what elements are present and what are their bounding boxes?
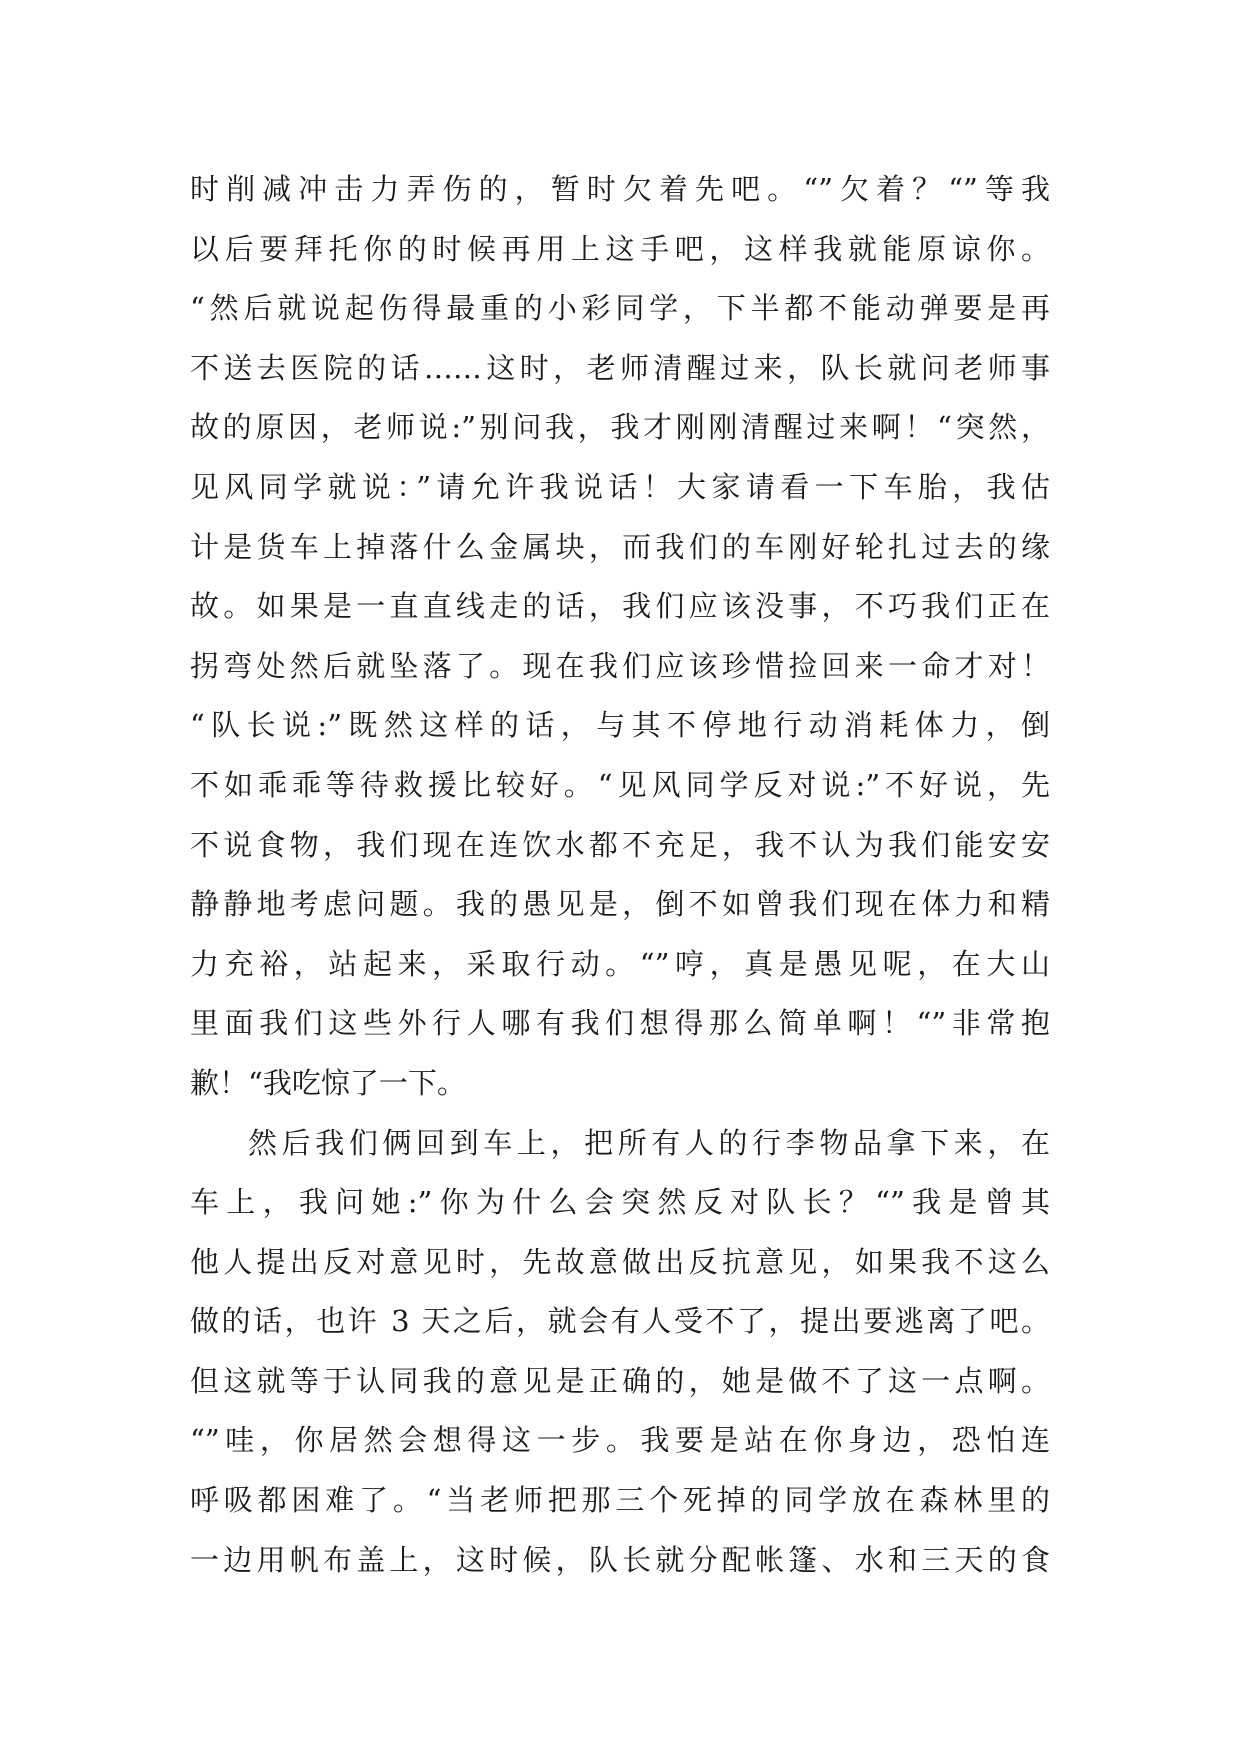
text-line: 故。如果是一直直线走的话，我们应该没事，不巧我们正在 <box>190 589 1050 624</box>
text-line: 他人提出反对意见时，先故意做出反抗意见，如果我不这么 <box>190 1244 1050 1279</box>
text-line: 不如乖乖等待救援比较好。“见风同学反对说:”不好说，先 <box>190 767 1050 802</box>
body-text <box>190 160 1050 1590</box>
text-line: 不说食物，我们现在连饮水都不充足，我不认为我们能安安 <box>190 827 1050 862</box>
text-line: 车上，我问她:”你为什么会突然反对队长？“”我是曾其 <box>190 1185 1050 1220</box>
text-line: 静静地考虑问题。我的愚见是，倒不如曾我们现在体力和精 <box>190 887 1050 922</box>
text-line: 里面我们这些外行人哪有我们想得那么简单啊！“”非常抱 <box>190 1006 1050 1041</box>
paragraph-2 <box>190 1114 1050 1591</box>
text-line: 见风同学就说：”请允许我说话！大家请看一下车胎，我估 <box>190 469 1050 504</box>
text-line: “”哇，你居然会想得这一步。我要是站在你身边，恐怕连 <box>190 1423 1050 1458</box>
paragraph-1 <box>190 160 1050 1114</box>
text-line: 以后要拜托你的时候再用上这手吧，这样我就能原谅你。 <box>190 231 1050 266</box>
text-line: 然后我们俩回到车上，把所有人的行李物品拿下来，在 <box>248 1125 1050 1160</box>
text-line: 歉！“我吃惊了一下。 <box>190 1065 466 1100</box>
text-line: 拐弯处然后就坠落了。现在我们应该珍惜捡回来一命才对！ <box>190 648 1050 683</box>
text-line: 但这就等于认同我的意见是正确的，她是做不了这一点啊。 <box>190 1363 1050 1398</box>
text-line: 呼吸都困难了。“当老师把那三个死掉的同学放在森林里的 <box>190 1483 1050 1518</box>
text-line: 故的原因，老师说:”别问我，我才刚刚清醒过来啊！“突然， <box>190 410 1050 445</box>
text-line: “队长说:”既然这样的话，与其不停地行动消耗体力，倒 <box>190 708 1050 743</box>
text-line: 做的话，也许 3 天之后，就会有人受不了，提出要逃离了吧。 <box>190 1304 1050 1339</box>
text-line: 一边用帆布盖上，这时候，队长就分配帐篷、水和三天的食 <box>190 1542 1050 1577</box>
text-line: 计是货车上掉落什么金属块，而我们的车刚好轮扎过去的缘 <box>190 529 1050 564</box>
text-line: 不送去医院的话……这时，老师清醒过来，队长就问老师事 <box>190 350 1050 385</box>
text-line: “然后就说起伤得最重的小彩同学，下半都不能动弹要是再 <box>190 291 1050 326</box>
text-line: 时削减冲击力弄伤的，暂时欠着先吧。“”欠着？“”等我 <box>190 172 1050 206</box>
text-line: 力充裕，站起来，采取行动。“”哼，真是愚见呢，在大山 <box>190 946 1050 981</box>
